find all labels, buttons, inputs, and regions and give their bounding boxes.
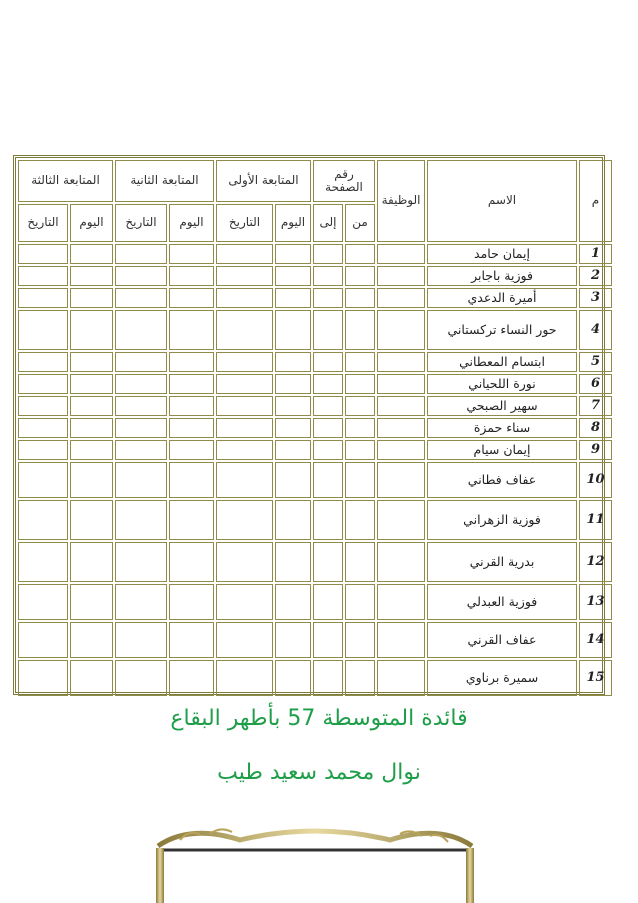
empty-cell (345, 584, 375, 620)
empty-cell (115, 500, 167, 540)
ornamental-frame (150, 822, 480, 903)
empty-cell (313, 440, 343, 460)
table-row (18, 462, 612, 498)
empty-cell (345, 660, 375, 696)
header-date-3: التاريخ (18, 204, 68, 242)
empty-cell (275, 500, 311, 540)
empty-cell (115, 418, 167, 438)
table-row (18, 396, 612, 416)
empty-cell (169, 266, 214, 286)
empty-cell (169, 374, 214, 394)
row-name: إيمان حامد (427, 244, 577, 264)
row-number: 5 (579, 352, 612, 372)
empty-cell (345, 244, 375, 264)
header-day-1: اليوم (275, 204, 311, 242)
row-number: 15 (579, 660, 612, 696)
empty-cell (70, 440, 113, 460)
row-name: ابتسام المعطاني (427, 352, 577, 372)
table-row (18, 622, 612, 658)
empty-cell (169, 622, 214, 658)
empty-cell (313, 244, 343, 264)
empty-cell (345, 440, 375, 460)
row-number: 6 (579, 374, 612, 394)
school-title: قائدة المتوسطة 57 بأطهر البقاع (170, 706, 468, 731)
empty-cell (70, 542, 113, 582)
empty-cell (216, 622, 273, 658)
row-number: 4 (579, 310, 612, 350)
empty-cell (18, 266, 68, 286)
empty-cell (18, 310, 68, 350)
table-row (18, 418, 612, 438)
empty-cell (216, 500, 273, 540)
table-row (18, 374, 612, 394)
empty-cell (313, 266, 343, 286)
row-number: 13 (579, 584, 612, 620)
empty-cell (313, 418, 343, 438)
empty-cell (216, 244, 273, 264)
header-date-1: التاريخ (216, 204, 273, 242)
empty-cell (70, 500, 113, 540)
empty-cell (377, 542, 425, 582)
empty-cell (345, 542, 375, 582)
empty-cell (275, 418, 311, 438)
row-name: بدرية القرني (427, 542, 577, 582)
empty-cell (377, 440, 425, 460)
empty-cell (18, 418, 68, 438)
empty-cell (313, 462, 343, 498)
empty-cell (70, 622, 113, 658)
empty-cell (18, 660, 68, 696)
table-row (18, 266, 612, 286)
empty-cell (216, 288, 273, 308)
row-number: 3 (579, 288, 612, 308)
empty-cell (345, 500, 375, 540)
row-number: 8 (579, 418, 612, 438)
empty-cell (169, 310, 214, 350)
empty-cell (169, 244, 214, 264)
empty-cell (313, 288, 343, 308)
row-name: عفاف القرني (427, 622, 577, 658)
table-row (18, 352, 612, 372)
empty-cell (18, 352, 68, 372)
empty-cell (345, 374, 375, 394)
empty-cell (313, 660, 343, 696)
table-row (18, 288, 612, 308)
follow-up-grid (16, 158, 614, 698)
empty-cell (345, 352, 375, 372)
empty-cell (275, 352, 311, 372)
empty-cell (216, 374, 273, 394)
empty-cell (275, 622, 311, 658)
empty-cell (70, 266, 113, 286)
empty-cell (216, 396, 273, 416)
empty-cell (313, 542, 343, 582)
table-row (18, 310, 612, 350)
row-name: فوزية الزهراني (427, 500, 577, 540)
empty-cell (216, 266, 273, 286)
empty-cell (169, 418, 214, 438)
empty-cell (115, 244, 167, 264)
header-date-2: التاريخ (115, 204, 167, 242)
empty-cell (275, 310, 311, 350)
empty-cell (18, 462, 68, 498)
empty-cell (377, 310, 425, 350)
empty-cell (275, 542, 311, 582)
row-name: نورة اللحياني (427, 374, 577, 394)
header-page-from: من (345, 204, 375, 242)
empty-cell (377, 266, 425, 286)
empty-cell (345, 396, 375, 416)
empty-cell (275, 660, 311, 696)
empty-cell (345, 622, 375, 658)
header-name: الاسم (427, 160, 577, 242)
empty-cell (275, 440, 311, 460)
table-row (18, 584, 612, 620)
empty-cell (216, 352, 273, 372)
empty-cell (169, 440, 214, 460)
empty-cell (70, 310, 113, 350)
empty-cell (275, 244, 311, 264)
empty-cell (115, 622, 167, 658)
empty-cell (70, 462, 113, 498)
empty-cell (169, 542, 214, 582)
empty-cell (115, 352, 167, 372)
empty-cell (216, 462, 273, 498)
empty-cell (345, 266, 375, 286)
empty-cell (313, 584, 343, 620)
empty-cell (275, 374, 311, 394)
empty-cell (377, 244, 425, 264)
empty-cell (70, 374, 113, 394)
empty-cell (345, 418, 375, 438)
header-follow-2: المتابعة الثانية (115, 160, 214, 202)
header-day-3: اليوم (70, 204, 113, 242)
empty-cell (18, 396, 68, 416)
empty-cell (275, 396, 311, 416)
empty-cell (18, 288, 68, 308)
empty-cell (115, 584, 167, 620)
empty-cell (115, 440, 167, 460)
empty-cell (70, 660, 113, 696)
table-row (18, 440, 612, 460)
table-row (18, 542, 612, 582)
empty-cell (377, 660, 425, 696)
table-row (18, 244, 612, 264)
empty-cell (345, 288, 375, 308)
empty-cell (18, 622, 68, 658)
empty-cell (115, 396, 167, 416)
empty-cell (377, 500, 425, 540)
principal-name: نوال محمد سعيد طيب (217, 760, 421, 785)
row-number: 9 (579, 440, 612, 460)
empty-cell (313, 310, 343, 350)
empty-cell (169, 288, 214, 308)
empty-cell (313, 500, 343, 540)
empty-cell (115, 462, 167, 498)
empty-cell (70, 288, 113, 308)
empty-cell (115, 310, 167, 350)
empty-cell (377, 396, 425, 416)
empty-cell (275, 266, 311, 286)
row-name: سناء حمزة (427, 418, 577, 438)
empty-cell (70, 352, 113, 372)
empty-cell (216, 418, 273, 438)
table-row (18, 660, 612, 696)
row-name: فوزية العبدلي (427, 584, 577, 620)
empty-cell (275, 462, 311, 498)
empty-cell (313, 374, 343, 394)
empty-cell (169, 396, 214, 416)
row-number: 10 (579, 462, 612, 498)
empty-cell (377, 352, 425, 372)
empty-cell (377, 622, 425, 658)
empty-cell (275, 584, 311, 620)
empty-cell (18, 584, 68, 620)
row-name: أميرة الدعدي (427, 288, 577, 308)
row-name: سميرة برناوي (427, 660, 577, 696)
empty-cell (18, 244, 68, 264)
empty-cell (169, 660, 214, 696)
header-follow-1: المتابعة الأولى (216, 160, 311, 202)
empty-cell (70, 418, 113, 438)
empty-cell (115, 266, 167, 286)
empty-cell (313, 622, 343, 658)
header-job: الوظيفة (377, 160, 425, 242)
empty-cell (216, 584, 273, 620)
row-name: سهير الصبحي (427, 396, 577, 416)
empty-cell (377, 288, 425, 308)
empty-cell (70, 396, 113, 416)
row-number: 1 (579, 244, 612, 264)
empty-cell (169, 500, 214, 540)
empty-cell (115, 542, 167, 582)
header-follow-3: المتابعة الثالثة (18, 160, 113, 202)
header-page-number: رقم الصفحة (313, 160, 375, 202)
empty-cell (18, 500, 68, 540)
row-number: 7 (579, 396, 612, 416)
empty-cell (345, 462, 375, 498)
empty-cell (216, 310, 273, 350)
header-page-to: إلى (313, 204, 343, 242)
empty-cell (169, 352, 214, 372)
empty-cell (216, 660, 273, 696)
empty-cell (216, 440, 273, 460)
empty-cell (169, 584, 214, 620)
empty-cell (18, 440, 68, 460)
row-name: حور النساء تركستاني (427, 310, 577, 350)
header-m: م (579, 160, 612, 242)
empty-cell (377, 584, 425, 620)
row-number: 11 (579, 500, 612, 540)
follow-up-table (13, 155, 605, 695)
empty-cell (18, 542, 68, 582)
empty-cell (18, 374, 68, 394)
row-number: 14 (579, 622, 612, 658)
empty-cell (313, 396, 343, 416)
empty-cell (169, 462, 214, 498)
empty-cell (377, 462, 425, 498)
row-number: 12 (579, 542, 612, 582)
empty-cell (345, 310, 375, 350)
empty-cell (313, 352, 343, 372)
empty-cell (377, 418, 425, 438)
empty-cell (216, 542, 273, 582)
header-day-2: اليوم (169, 204, 214, 242)
empty-cell (115, 374, 167, 394)
empty-cell (377, 374, 425, 394)
table-body (18, 244, 612, 696)
empty-cell (70, 584, 113, 620)
empty-cell (70, 244, 113, 264)
empty-cell (275, 288, 311, 308)
row-name: إيمان سيام (427, 440, 577, 460)
table-row (18, 500, 612, 540)
row-number: 2 (579, 266, 612, 286)
row-name: فوزية باجابر (427, 266, 577, 286)
empty-cell (115, 288, 167, 308)
row-name: عفاف فطاني (427, 462, 577, 498)
empty-cell (115, 660, 167, 696)
